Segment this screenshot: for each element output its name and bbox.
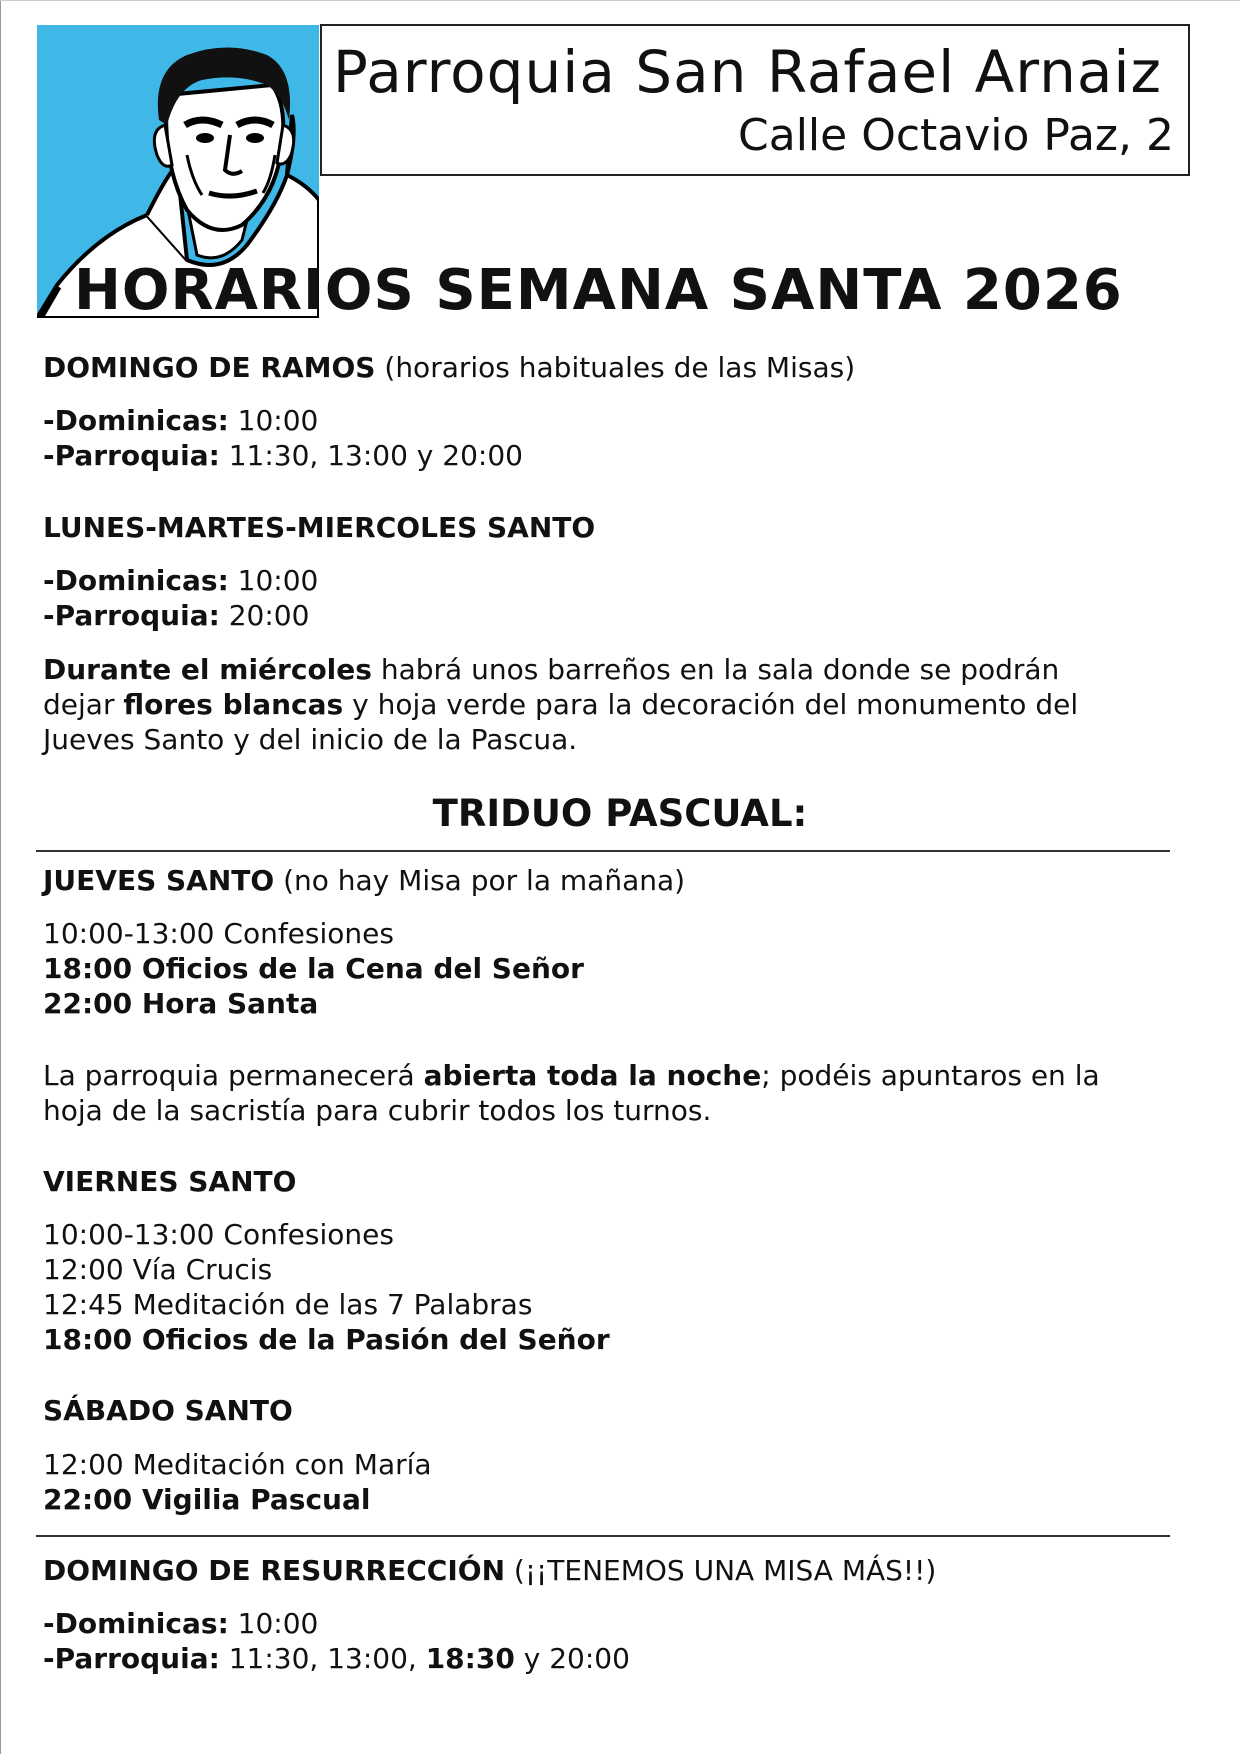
triduo-title: TRIDUO PASCUAL: bbox=[432, 792, 808, 835]
jueves-heading-line bbox=[43, 863, 685, 898]
resurreccion-parroquia bbox=[43, 1641, 630, 1676]
resurreccion-dominicas bbox=[43, 1606, 318, 1641]
parroquia-time: 20:00 bbox=[228, 599, 310, 632]
page-border bbox=[0, 0, 1, 1754]
domingo-ramos-dominicas bbox=[43, 403, 318, 438]
dominicas-label: -Dominicas: bbox=[43, 564, 229, 597]
sabado-item: 22:00 Vigilia Pascual bbox=[43, 1483, 371, 1516]
parroquia-label: -Parroquia: bbox=[43, 439, 220, 472]
resurreccion-note: (¡¡TENEMOS UNA MISA MÁS!!) bbox=[513, 1554, 937, 1587]
parish-name: Parroquia San Rafael Arnaiz bbox=[332, 38, 1162, 106]
miercoles-text: Jueves Santo y del inicio de la Pascua. bbox=[43, 723, 578, 756]
dominicas-time: 10:00 bbox=[237, 564, 319, 597]
resurreccion-heading: DOMINGO DE RESURRECCIÓN bbox=[43, 1554, 505, 1587]
dominicas-label: -Dominicas: bbox=[43, 404, 229, 437]
jueves-item: 18:00 Oficios de la Cena del Señor bbox=[43, 952, 584, 985]
dominicas-label: -Dominicas: bbox=[43, 1607, 229, 1640]
lunes-miercoles-parroquia bbox=[43, 598, 309, 633]
parroquia-label: -Parroquia: bbox=[43, 1642, 220, 1675]
domingo-ramos-note: (horarios habituales de las Misas) bbox=[384, 351, 856, 384]
parroquia-time-bold: 18:30 bbox=[425, 1642, 515, 1675]
dominicas-time: 10:00 bbox=[237, 1607, 319, 1640]
parroquia-time: 11:30, 13:00 y 20:00 bbox=[228, 439, 523, 472]
divider bbox=[36, 850, 1170, 852]
page-border-top bbox=[0, 0, 1240, 1]
parroquia-time: 11:30, 13:00, bbox=[228, 1642, 426, 1675]
lunes-miercoles-heading-line bbox=[43, 510, 595, 545]
miercoles-paragraph-line-2 bbox=[43, 687, 1078, 722]
sabado-heading-line bbox=[43, 1393, 293, 1428]
viernes-item: 10:00-13:00 Confesiones bbox=[43, 1218, 394, 1251]
flores-blancas-bold: flores blancas bbox=[123, 688, 344, 721]
jueves-note: (no hay Misa por la mañana) bbox=[283, 864, 686, 897]
parroquia-label: -Parroquia: bbox=[43, 599, 220, 632]
domingo-ramos-heading: DOMINGO DE RAMOS bbox=[43, 351, 376, 384]
divider bbox=[36, 1535, 1170, 1537]
miercoles-text: y hoja verde para la decoración del monumento del bbox=[343, 688, 1079, 721]
domingo-ramos-parroquia bbox=[43, 438, 523, 473]
parish-address: Calle Octavio Paz, 2 bbox=[738, 110, 1174, 161]
domingo-ramos-heading-line bbox=[43, 350, 855, 385]
parroquia-time: y 20:00 bbox=[514, 1642, 630, 1675]
jueves-item: 10:00-13:00 Confesiones bbox=[43, 917, 394, 950]
miercoles-paragraph-line-1 bbox=[43, 652, 1059, 687]
lunes-miercoles-heading: LUNES-MARTES-MIERCOLES SANTO bbox=[43, 511, 596, 544]
lunes-miercoles-dominicas bbox=[43, 563, 318, 598]
sabado-item: 12:00 Meditación con María bbox=[43, 1448, 432, 1481]
dominicas-time: 10:00 bbox=[237, 404, 319, 437]
miercoles-paragraph-line-3 bbox=[43, 722, 577, 757]
jueves-item: 22:00 Hora Santa bbox=[43, 987, 319, 1020]
parish-header-box bbox=[320, 24, 1190, 176]
abierta-bold: abierta toda la noche bbox=[423, 1059, 762, 1092]
sabado-heading: SÁBADO SANTO bbox=[43, 1394, 293, 1427]
jueves-text: ; podéis apuntaros en la bbox=[761, 1059, 1100, 1092]
jueves-paragraph-line-1 bbox=[43, 1058, 1100, 1093]
viernes-item: 12:00 Vía Crucis bbox=[43, 1253, 273, 1286]
miercoles-bold: Durante el miércoles bbox=[43, 653, 372, 686]
jueves-heading: JUEVES SANTO bbox=[43, 864, 275, 897]
viernes-heading-line bbox=[43, 1164, 296, 1199]
viernes-item: 18:00 Oficios de la Pasión del Señor bbox=[43, 1323, 610, 1356]
jueves-paragraph-line-2: hoja de la sacristía para cubrir todos los turnos. bbox=[43, 1094, 712, 1127]
viernes-heading: VIERNES SANTO bbox=[43, 1165, 297, 1198]
miercoles-text: dejar bbox=[43, 688, 124, 721]
resurreccion-heading-line bbox=[43, 1553, 936, 1588]
jueves-text: La parroquia permanecerá bbox=[43, 1059, 424, 1092]
viernes-item: 12:45 Meditación de las 7 Palabras bbox=[43, 1288, 533, 1321]
page-title: HORARIOS SEMANA SANTA 2026 bbox=[74, 258, 1123, 323]
miercoles-text: habrá unos barreños en la sala donde se podrán bbox=[371, 653, 1060, 686]
